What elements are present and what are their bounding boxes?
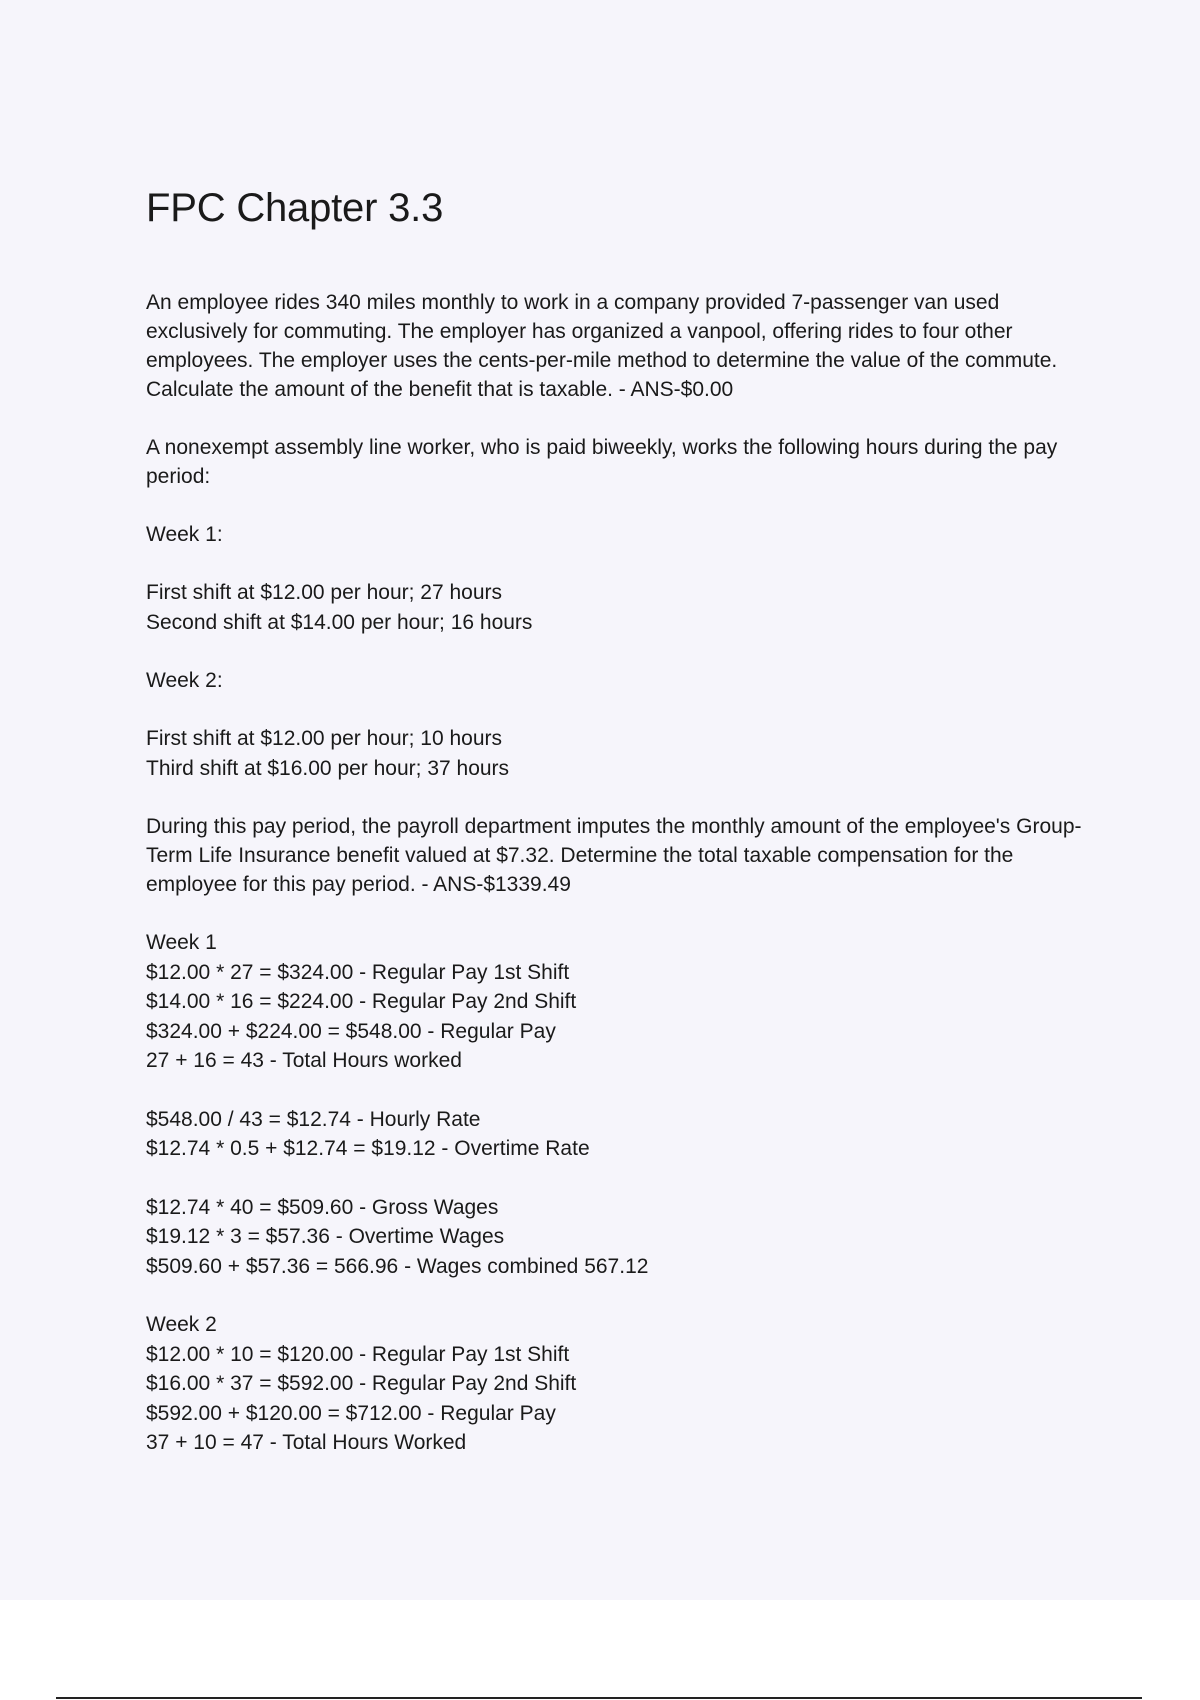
week1-heading: Week 1:	[146, 523, 223, 546]
work-line: $14.00 * 16 = $224.00 - Regular Pay 2nd Shift	[146, 990, 577, 1013]
work-line: $12.74 * 40 = $509.60 - Gross Wages	[146, 1195, 499, 1219]
week2-shifts	[146, 724, 1086, 783]
question-worker-intro: A nonexempt assembly line worker, who is paid biweekly, works the following hours during the pay period:	[146, 436, 1058, 488]
work-line: $16.00 * 37 = $592.00 - Regular Pay 2nd Shift	[146, 1372, 577, 1395]
document-content	[146, 180, 1086, 1487]
work-line: 37 + 10 = 47 - Total Hours Worked	[146, 1431, 467, 1454]
work-line: $12.74 * 0.5 + $12.74 = $19.12 - Overtime Rate	[146, 1137, 590, 1160]
work-week1-regular	[146, 928, 1086, 1076]
work-line: $548.00 / 43 = $12.74 - Hourly Rate	[146, 1107, 481, 1131]
work-line: Week 2	[146, 1313, 217, 1336]
work-line: $324.00 + $224.00 = $548.00 - Regular Pay	[146, 1019, 556, 1043]
shift-line: Third shift at $16.00 per hour; 37 hours	[146, 756, 510, 780]
work-line: $12.00 * 27 = $324.00 - Regular Pay 1st Shift	[146, 960, 570, 984]
work-line: $592.00 + $120.00 = $712.00 - Regular Pay	[146, 1401, 556, 1425]
footer-divider	[56, 1697, 1142, 1699]
work-line: 27 + 16 = 43 - Total Hours worked	[146, 1049, 462, 1072]
question-taxable-compensation: During this pay period, the payroll department imputes the monthly amount of the employee's Group-Term Life Insurance benefit valued at $7.32. Determine the total taxable compensation for the employee for this pay period. - ANS-$1339.49	[146, 815, 1082, 896]
shift-line: First shift at $12.00 per hour; 27 hours	[146, 581, 503, 604]
shift-line: Second shift at $14.00 per hour; 16 hours	[146, 610, 533, 634]
work-line: Week 1	[146, 931, 217, 954]
week2-heading: Week 2:	[146, 669, 223, 692]
page-title: FPC Chapter 3.3	[146, 186, 444, 230]
work-line: $19.12 * 3 = $57.36 - Overtime Wages	[146, 1225, 505, 1248]
work-week1-rates	[146, 1105, 1086, 1164]
work-week1-wages	[146, 1193, 1086, 1282]
week1-shifts	[146, 578, 1086, 637]
shift-line: First shift at $12.00 per hour; 10 hours	[146, 727, 503, 750]
question-vanpool: An employee rides 340 miles monthly to work in a company provided 7-passenger van used exclusively for commuting. The employer has organized a vanpool, offering rides to four other employees. The employer uses the cents-per-mile method to determine the value of the commute. Calculate the amount of the benefit that is taxable. - ANS-$0.00	[146, 291, 1058, 401]
work-line: $12.00 * 10 = $120.00 - Regular Pay 1st Shift	[146, 1342, 570, 1366]
work-week2-regular	[146, 1310, 1086, 1458]
work-line: $509.60 + $57.36 = 566.96 - Wages combined 567.12	[146, 1254, 649, 1278]
